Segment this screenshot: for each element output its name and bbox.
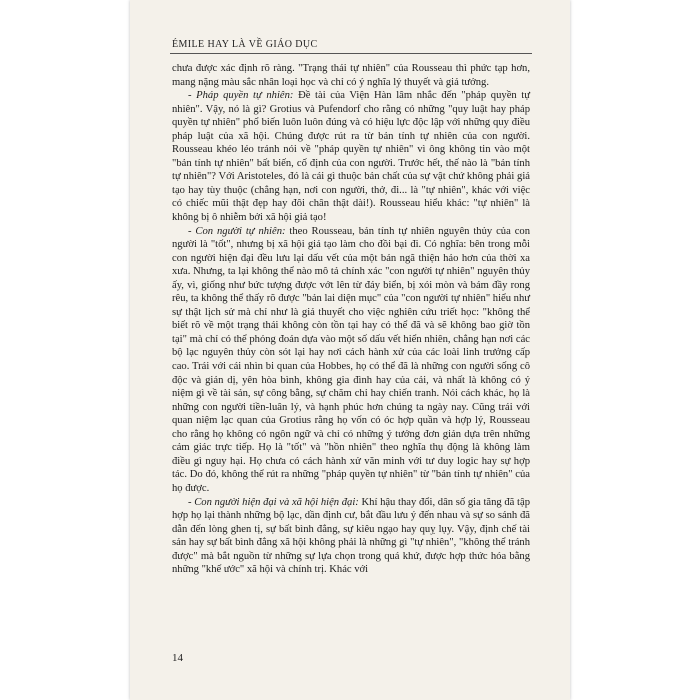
body-text	[172, 62, 530, 577]
paragraph-text: Đề tài của Viện Hàn lâm nhắc đến "pháp quyền tự nhiên". Vậy, nó là gì? Grotius và Pufendorf cho rằng có những "quy luật hay pháp quyền tự nhiên" phổ biến luôn luôn đúng và có hiệu lực độc lập với những quy điều pháp luật của xã hội. Chúng được rút ra từ bản tính tự nhiên của con người. Rousseau khéo léo tránh nói về "pháp quyền tự nhiên" vì ông không tin vào một "bản tính tự nhiên" bất biến, cố định của con người. Trước hết, thế nào là "bản tính tự nhiên"? Với Aristoteles, đó là cái gì thuộc bản chất của sự vật chứ không phải giả tạo hay tùy thuộc (chẳng hạn, nơi con người, thở, đi... là "tự nhiên", khác với việc có chiếc mũi thật đẹp hay đôi chân thật dài!). Rousseau hiểu khác: "tự nhiên" là không bị ô nhiễm bởi xã hội giả tạo!	[172, 90, 530, 224]
paragraph-continuation	[172, 62, 530, 89]
paragraph-lead: - Con người hiện đại và xã hội hiện đại:	[188, 496, 359, 508]
header-rule	[170, 53, 532, 54]
book-page	[130, 0, 570, 700]
running-header: ÉMILE HAY LÀ VỀ GIÁO DỤC	[172, 39, 318, 50]
paragraph-con-nguoi-hien-dai	[172, 496, 530, 577]
paragraph-phap-quyen-tu-nhien	[172, 89, 530, 224]
page-number: 14	[172, 652, 183, 664]
paragraph-text: Khí hậu thay đổi, dân số gia tăng đã tập hợp họ lại thành những bộ lạc, dần định cư, bắt đầu lưu ý đến nhau và sự so sánh đã dẫn đến lòng ghen tị, sự bất bình đẳng, sự kiêu ngạo hay quỵ lụy. Vậy, định chế tài sản hay sự bất bình đẳng xã hội không phải là những gì "tự nhiên", "không thể tránh được" mà bắt nguồn từ những sự lựa chọn trong quá khứ, được hợp thức hóa bằng những "khế ước" xã hội và chính trị. Khác với	[172, 496, 530, 576]
paragraph-lead: - Pháp quyền tự nhiên:	[188, 90, 294, 102]
paragraph-text: theo Rousseau, bản tính tự nhiên nguyên thủy của con người là "tốt", nhưng bị xã hội giả tạo làm cho đồi bại đi. Có nghĩa: bên trong mỗi con người hiện đại đều lưu lại dấu vết của một bản ngã thiện hảo hơn của thời xa xưa. Nhưng, ta lại không thể nào mô tả chính xác "con người tự nhiên" nguyên thủy ấy, vì, giống như bức tượng được vớt lên từ đáy biển, bị xói mòn và bám đầy rong rêu, ta không thể thấy rõ được "bản lai diện mục" của "con người tự nhiên" hiểu như sự thật lịch sử mà chỉ như là giả thuyết cho việc nghiên cứu triết học: "không thể biết rõ về một trạng thái không còn tồn tại hay có thể đã và sẽ không bao giờ tồn tại" mà chỉ có thể phỏng đoán dựa vào một số dấu vết hiển nhiên, chẳng hạn nơi các bộ lạc nguyên thủy còn sót lại hay nơi cách hành xử của các loài linh trưởng cấp cao. Trái với cái nhìn bi quan của Hobbes, họ có thể đã là những con người sống cô độc và giản dị, yên hòa bình, không gia đình hay của cải, và nhất là không có ý niệm gì về tài sản, sự công bằng, sự chăm chỉ hay chiến tranh. Nói cách khác, họ là những con người tiền-luân lý, và hạnh phúc hơn chúng ta ngày nay. Cũng trái với quan niệm lạc quan của Grotius rằng họ vốn có óc hợp quần và hợp lý, Rousseau cho rằng họ không có ngôn ngữ và chỉ có những ý tưởng đơn giản dựa trên những cảm giác trực tiếp. Họ là "tốt" và "hồn nhiên" theo nghĩa thụ động là không làm điều gì nguy hại. Họ chưa có cách hành xử văn minh với tư duy logic hay sự hợp tác. Do đó, không thể rút ra những "pháp quyền tự nhiên" từ "bản tính tự nhiên" của họ được.	[172, 225, 531, 494]
paragraph-text: chưa được xác định rõ ràng. "Trạng thái tự nhiên" của Rousseau thì phức tạp hơn, mang nặng màu sắc nhân loại học và chỉ có ý nghĩa lý thuyết và giả tưởng.	[172, 63, 530, 88]
paragraph-con-nguoi-tu-nhien	[172, 225, 530, 496]
paragraph-lead: - Con người tự nhiên:	[188, 225, 286, 237]
